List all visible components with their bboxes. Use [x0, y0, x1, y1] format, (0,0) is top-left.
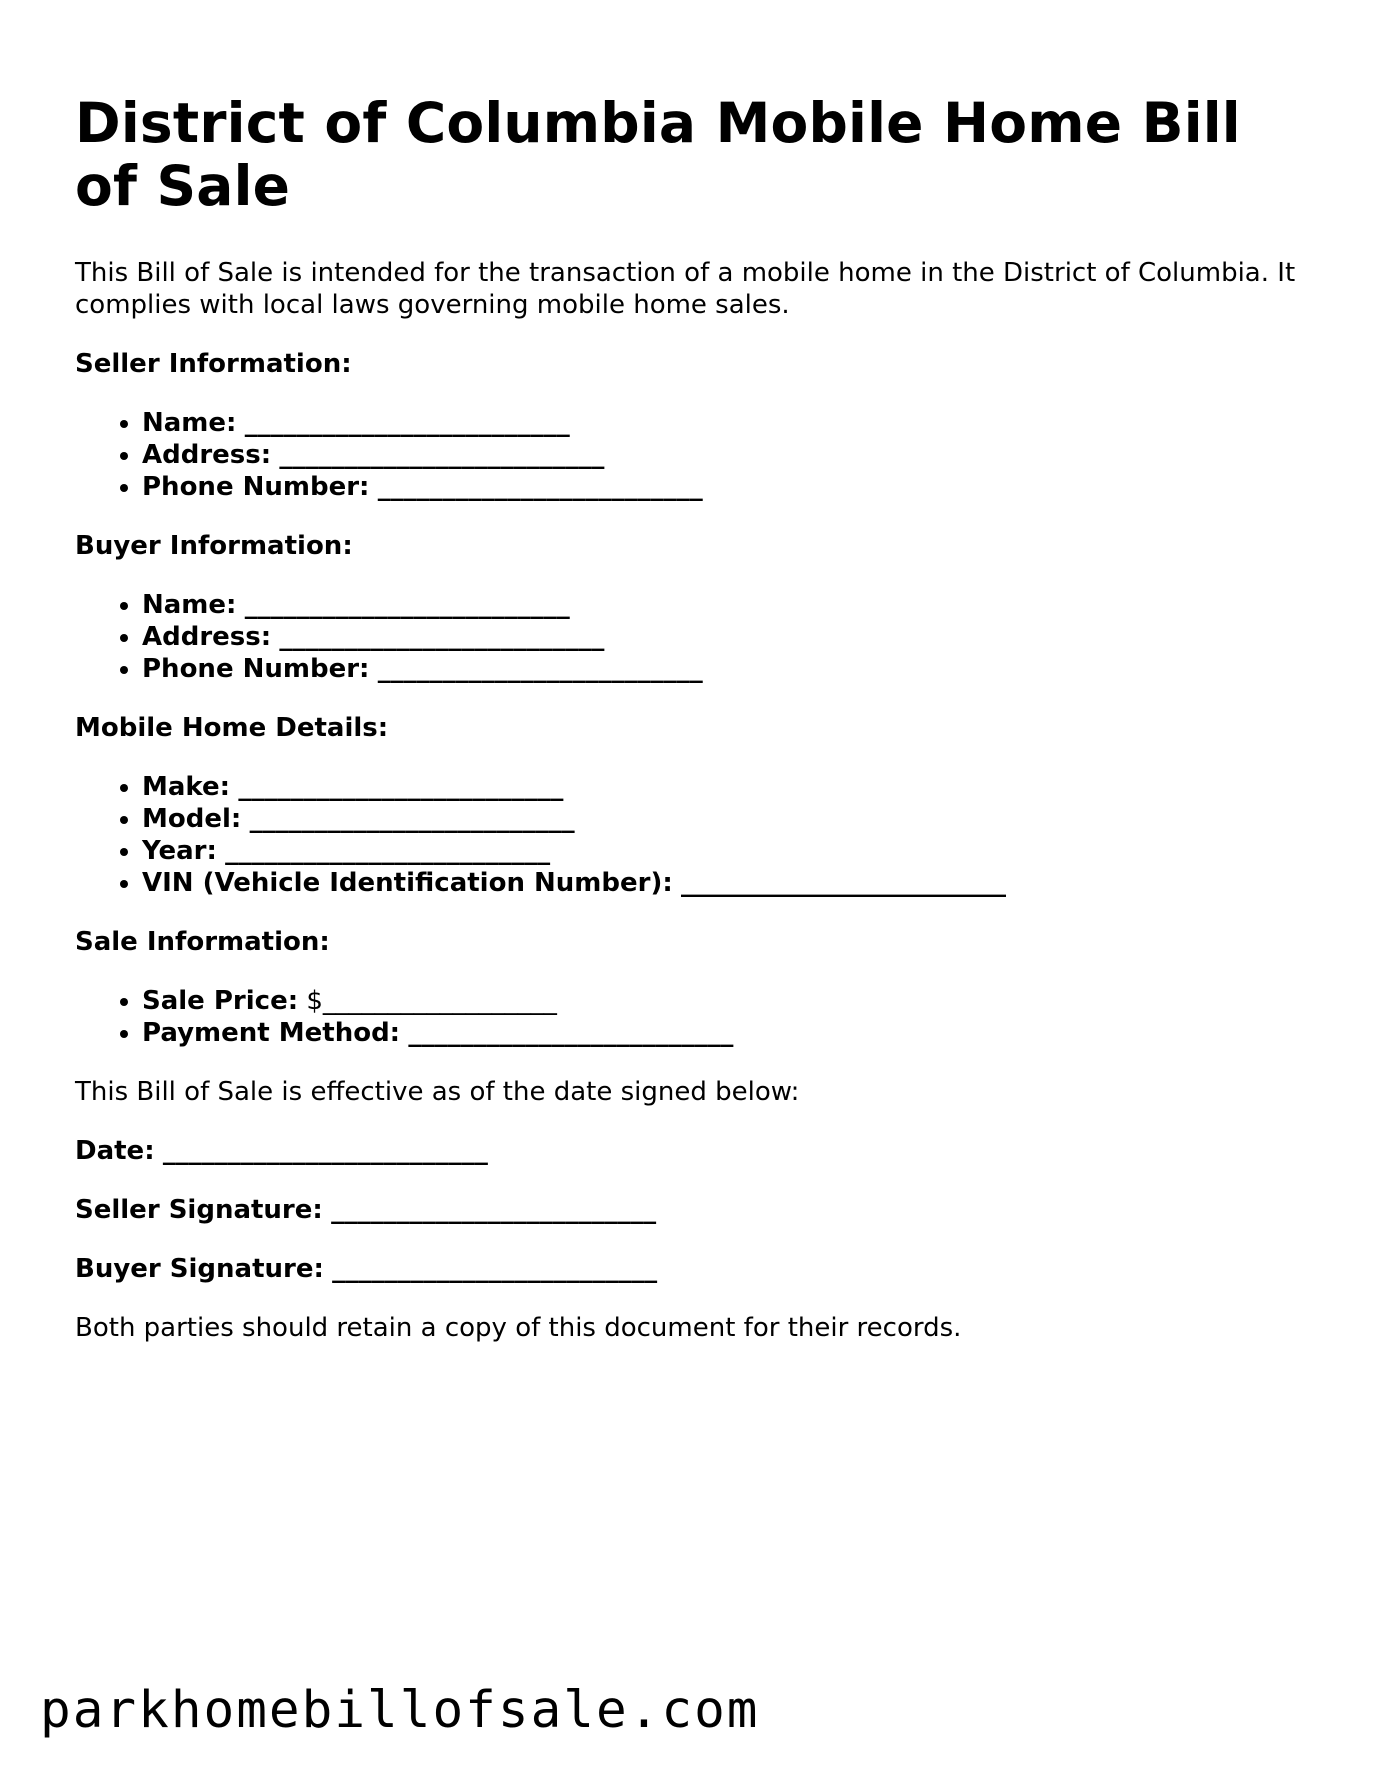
buyer-name-blank[interactable]: _________________________	[244, 590, 570, 620]
payment-method-item	[142, 1017, 1315, 1049]
date-blank[interactable]: _________________________	[162, 1136, 488, 1166]
buyer-name-item	[142, 589, 1315, 621]
home-vin-item	[142, 867, 1315, 899]
seller-name-label: Name:	[142, 408, 237, 438]
buyer-phone-item	[142, 653, 1315, 685]
seller-section-heading: Seller Information:	[75, 349, 352, 379]
effective-paragraph: This Bill of Sale is effective as of the date signed below:	[75, 1077, 800, 1107]
seller-info-list	[75, 407, 1315, 503]
seller-phone-blank[interactable]: _________________________	[377, 472, 703, 502]
payment-method-label: Payment Method:	[142, 1018, 401, 1048]
date-field	[75, 1135, 1315, 1167]
footer-site-watermark: parkhomebillofsale.com	[40, 1681, 760, 1740]
seller-signature-label: Seller Signature:	[75, 1195, 323, 1225]
buyer-signature-blank[interactable]: _________________________	[332, 1254, 658, 1284]
buyer-signature-field	[75, 1253, 1315, 1285]
sale-price-label: Sale Price:	[142, 986, 299, 1016]
closing-paragraph: Both parties should retain a copy of this document for their records.	[75, 1313, 962, 1343]
sale-section-heading: Sale Information:	[75, 927, 330, 957]
home-model-label: Model:	[142, 804, 242, 834]
home-model-blank[interactable]: _________________________	[249, 804, 575, 834]
home-make-label: Make:	[142, 772, 231, 802]
home-year-blank[interactable]: _________________________	[225, 836, 551, 866]
date-label: Date:	[75, 1136, 155, 1166]
page-title: District of Columbia Mobile Home Bill of Sale	[75, 91, 1241, 218]
home-make-blank[interactable]: _________________________	[238, 772, 564, 802]
payment-method-blank[interactable]: _________________________	[408, 1018, 734, 1048]
seller-address-item	[142, 439, 1315, 471]
buyer-address-item	[142, 621, 1315, 653]
home-make-item	[142, 771, 1315, 803]
home-year-item	[142, 835, 1315, 867]
seller-signature-field	[75, 1194, 1315, 1226]
seller-phone-item	[142, 471, 1315, 503]
home-year-label: Year:	[142, 836, 217, 866]
buyer-info-list	[75, 589, 1315, 685]
home-vin-blank[interactable]: _________________________	[681, 868, 1006, 898]
buyer-address-blank[interactable]: _________________________	[279, 622, 605, 652]
seller-signature-blank[interactable]: _________________________	[331, 1195, 657, 1225]
seller-address-blank[interactable]: _________________________	[279, 440, 605, 470]
sale-price-item	[142, 985, 1315, 1017]
seller-address-label: Address:	[142, 440, 272, 470]
buyer-address-label: Address:	[142, 622, 272, 652]
seller-name-blank[interactable]: _________________________	[244, 408, 570, 438]
intro-paragraph: This Bill of Sale is intended for the transaction of a mobile home in the District of Columbia. It complies with local laws governing mobile home sales.	[75, 258, 1296, 320]
sale-price-blank[interactable]: $__________________	[306, 986, 557, 1016]
document-page	[75, 92, 1315, 1371]
home-vin-label: VIN (Vehicle Identification Number):	[142, 868, 673, 898]
buyer-signature-label: Buyer Signature:	[75, 1254, 324, 1284]
sale-info-list	[75, 985, 1315, 1049]
home-model-item	[142, 803, 1315, 835]
seller-phone-label: Phone Number:	[142, 472, 370, 502]
home-section-heading: Mobile Home Details:	[75, 713, 389, 743]
buyer-phone-label: Phone Number:	[142, 654, 370, 684]
buyer-section-heading: Buyer Information:	[75, 531, 353, 561]
home-details-list	[75, 771, 1315, 899]
seller-name-item	[142, 407, 1315, 439]
buyer-phone-blank[interactable]: _________________________	[377, 654, 703, 684]
buyer-name-label: Name:	[142, 590, 237, 620]
